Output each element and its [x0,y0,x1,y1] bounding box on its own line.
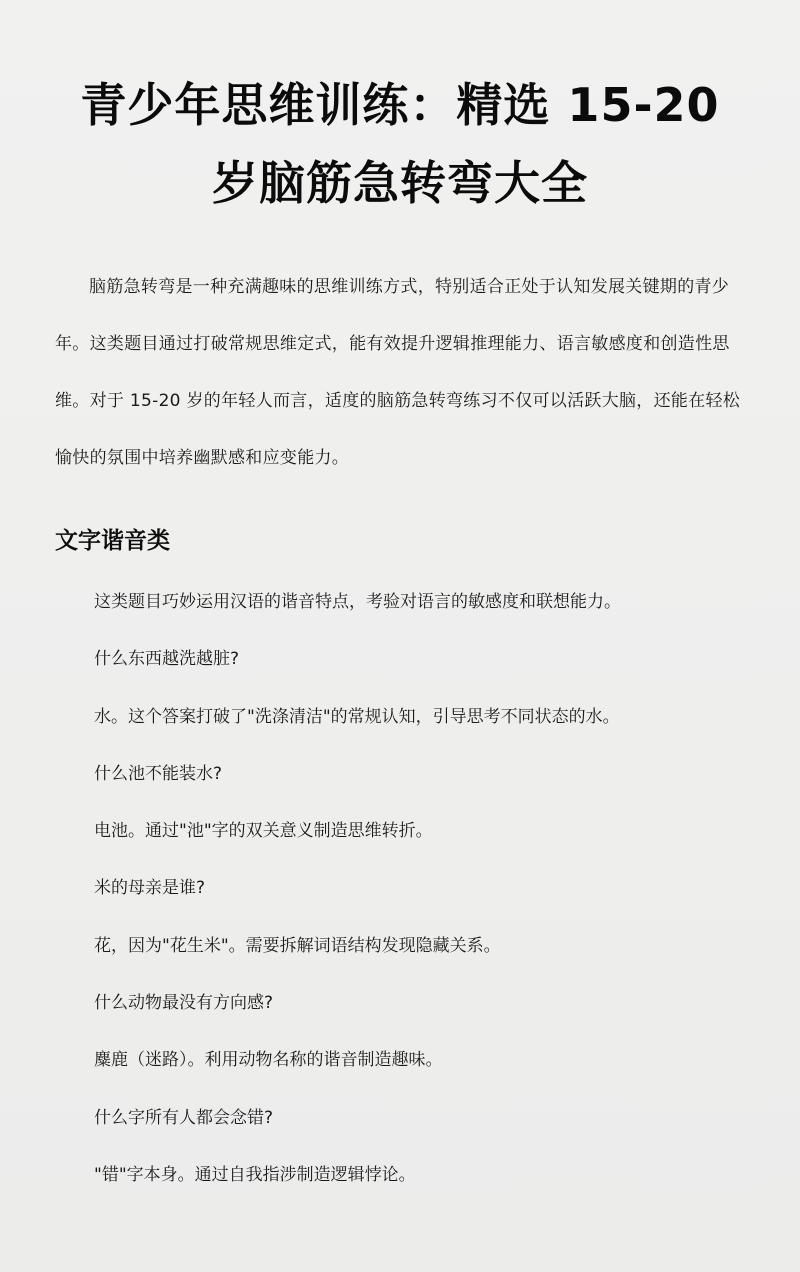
page-title [40,66,760,222]
question-1: 什么东西越洗越脏? [94,649,240,670]
intro-paragraph: 脑筋急转弯是一种充满趣味的思维训练方式，特别适合正处于认知发展关键期的青少年。这类题目通过打破常规思维定式，能有效提升逻辑推理能力、语言敏感度和创造性思维。对于 15-20 岁的年轻人而言，适度的脑筋急转弯练习不仅可以活跃大脑，还能在轻松愉快的氛围中培养幽默感和应变能力。 [55,277,741,468]
answer-2: 电池。通过"池"字的双关意义制造思维转折。 [94,821,433,842]
question-3: 米的母亲是谁? [94,878,206,899]
answer-1: 水。这个答案打破了"洗涤清洁"的常规认知，引导思考不同状态的水。 [94,706,620,727]
section-heading: 文字谐音类 [55,528,170,554]
question-4: 什么动物最没有方向感? [94,993,274,1014]
title-line-1: 青少年思维训练：精选 15-20 [80,78,720,132]
answer-4: 麋鹿（迷路）。利用动物名称的谐音制造趣味。 [94,1050,443,1071]
question-2: 什么池不能装水? [94,763,223,784]
section-body [94,582,754,1212]
answer-3: 花，因为"花生米"。需要拆解词语结构发现隐藏关系。 [94,935,501,956]
question-5: 什么字所有人都会念错? [94,1107,274,1128]
title-line-2: 岁脑筋急转弯大全 [212,156,588,210]
section-intro-line: 这类题目巧妙运用汉语的谐音特点，考验对语言的敏感度和联想能力。 [94,592,621,612]
answer-5: "错"字本身。通过自我指涉制造逻辑悖论。 [94,1164,416,1185]
